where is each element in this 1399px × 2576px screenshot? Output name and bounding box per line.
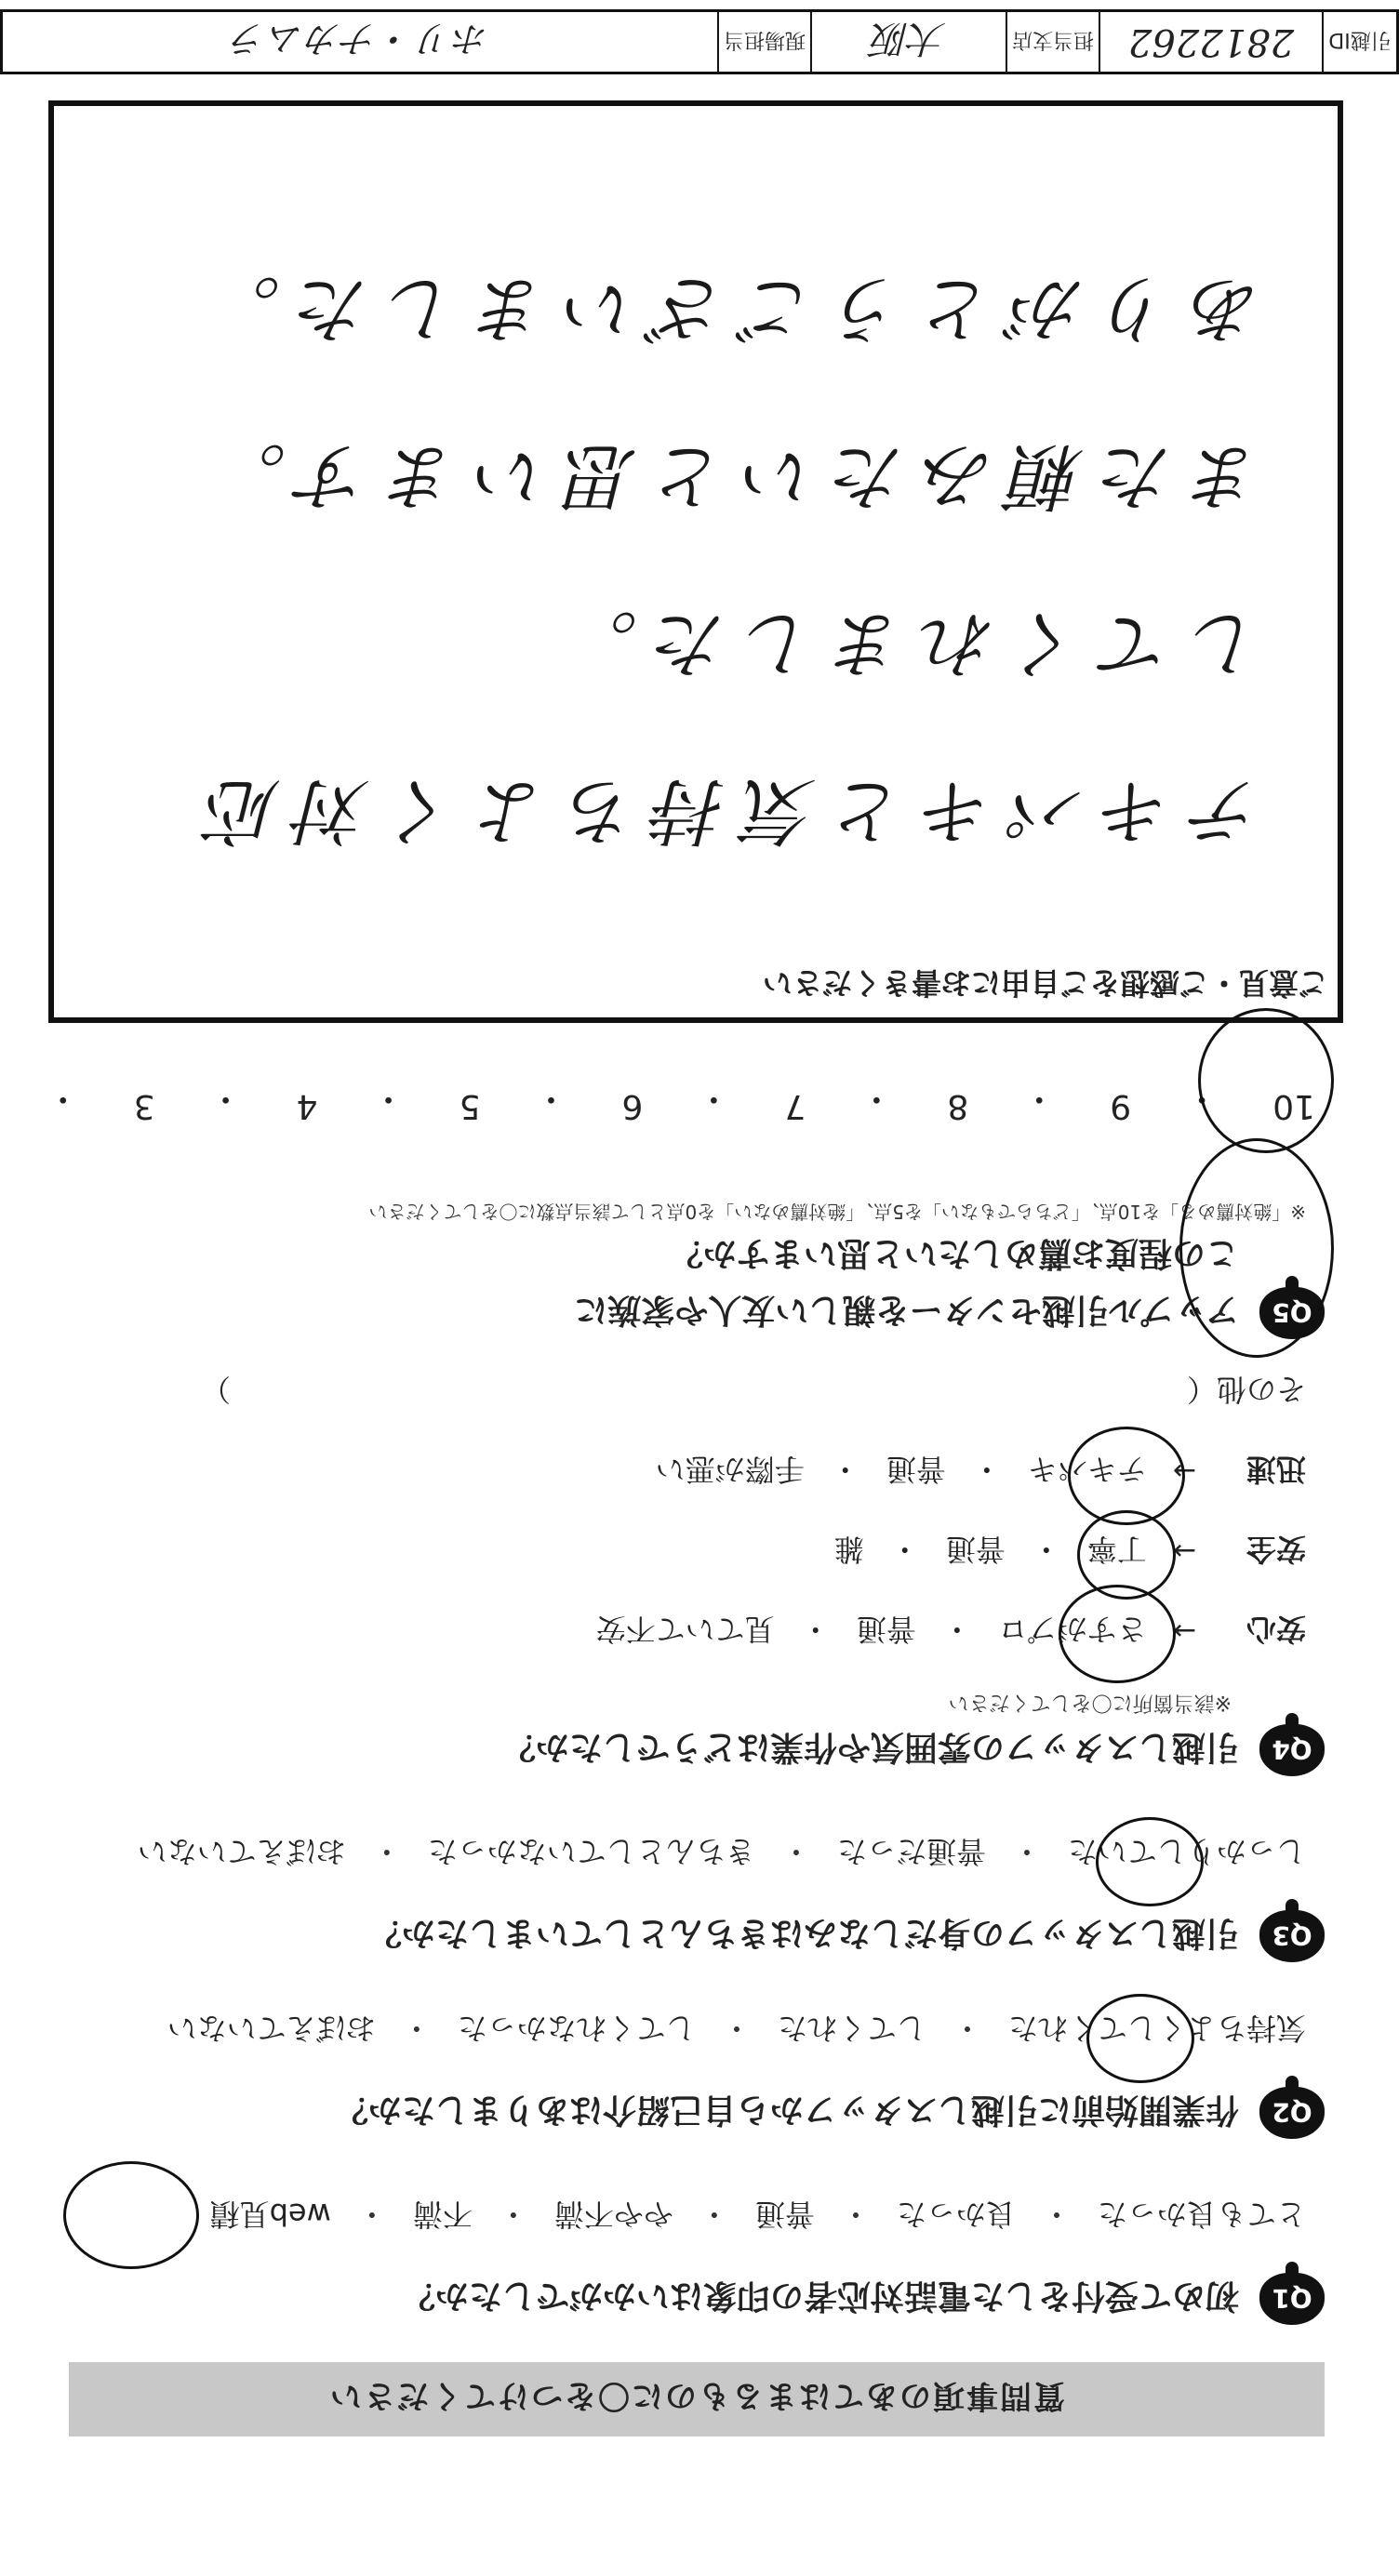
q3-badge-icon: Q3 xyxy=(1259,1910,1325,1962)
q4-badge-icon: Q4 xyxy=(1259,1724,1325,1776)
q1-options: とても良かった ・ 良かった ・ 普通 ・ やや不満 ・ 不満 ・ web見積 xyxy=(60,2195,1306,2237)
q5-note: ※「絶対薦める」を10点、「どちらでもない」を5点、「絶対薦めない」を0点として該当点数に〇をしてください xyxy=(368,1201,1306,1223)
q2-badge-icon: Q2 xyxy=(1259,2087,1325,2139)
pen-circle-mark xyxy=(1198,1008,1334,1153)
q4-other-label[interactable]: その他（ xyxy=(1186,1372,1306,1407)
comment-box[interactable] xyxy=(48,100,1343,1023)
q4-option-selected[interactable]: テキパキ xyxy=(1027,1452,1147,1487)
q2-title: 作業開始前に引越しスタッフから自己紹介はありましたか？ xyxy=(334,2091,1239,2130)
id-label: 引越ID xyxy=(1322,12,1396,72)
pen-circle-mark xyxy=(63,2161,199,2269)
q3-option[interactable]: 普通だった xyxy=(836,1834,986,1869)
staff-label: 現場担当 xyxy=(717,12,810,72)
arrow-right-icon: → xyxy=(1172,1614,1196,1648)
q2-option-selected[interactable]: 気持ちよくしてくれた xyxy=(1007,2011,1306,2046)
q1-title: 初めて受付をした電話対応者の印象はいかがでしたか？ xyxy=(401,2277,1239,2316)
q4-row-anshin: 安心 → さすがプロ ・ 普通 ・ 見ていて不安 xyxy=(60,1610,1306,1653)
q4-option[interactable]: 手際が悪い xyxy=(655,1452,805,1487)
q1-option[interactable]: とても良かった xyxy=(1097,2197,1306,2232)
pen-circle-mark xyxy=(1068,1427,1185,1525)
q5-title-line2: この程度お薦めしたいと思いますか？ xyxy=(669,1234,1239,1272)
comment-line: ありがとうございました。 xyxy=(191,266,1263,350)
q3-option-selected[interactable]: しっかりしていた xyxy=(1067,1834,1306,1869)
q4-option[interactable]: 見ていて不安 xyxy=(595,1612,775,1647)
pen-circle-mark xyxy=(1096,1817,1204,1906)
q1-option[interactable]: 良かった xyxy=(896,2197,1016,2232)
instructions-header: 質問事項のあてはまるものに〇をつけてください xyxy=(69,2362,1325,2437)
q4-row-anzen: 安全 → 丁寧 ・ 普通 ・ 雑 xyxy=(60,1530,1306,1573)
pen-circle-mark xyxy=(1059,1585,1176,1683)
q2-option[interactable]: してくれなかった xyxy=(457,2011,696,2046)
q4-option-selected[interactable]: さすがプロ xyxy=(997,1612,1147,1647)
q4-other-close: ） xyxy=(200,1372,231,1407)
branch-label: 担当支店 xyxy=(1006,12,1099,72)
pen-circle-mark xyxy=(1179,1138,1334,1358)
id-table xyxy=(0,9,1399,74)
q4-option[interactable]: 雑 xyxy=(833,1532,864,1567)
q4-option[interactable]: 普通 xyxy=(886,1452,946,1487)
comment-line: テキパキと気持ちよく対応 xyxy=(191,768,1263,852)
comment-title: ご意見・ご感想をご自由にお書きください xyxy=(762,965,1328,1001)
q4-title: 引越しスタッフの雰囲気や作業はどうでしたか？ xyxy=(501,1728,1239,1767)
q1-option[interactable]: やや不満 xyxy=(553,2197,673,2232)
q3-option[interactable]: おぼえていない xyxy=(137,1834,346,1869)
q5-scale: 10 ・ 9 ・ 8 ・ 7 ・ 6 ・ 5 ・ 4 ・ 3 ・ xyxy=(46,1080,1315,1125)
q3-options: しっかりしていた ・ 普通だった ・ きちんとしていなかった ・ おぼえていない xyxy=(60,1832,1306,1875)
q5-scale-option[interactable]: 9 xyxy=(1110,1087,1132,1125)
q3-title: 引越しスタッフの身だしなみはきちんとしていましたか？ xyxy=(367,1914,1239,1953)
q2-option[interactable]: おぼえていない xyxy=(167,2011,376,2046)
q1-option[interactable]: 普通 xyxy=(754,2197,815,2232)
id-value: 2812262 xyxy=(1099,12,1322,72)
q5-scale-option[interactable]: 8 xyxy=(947,1087,969,1125)
comment-line: してくれました。 xyxy=(548,601,1263,684)
q5-scale-option[interactable]: 5 xyxy=(459,1087,481,1125)
q2-option[interactable]: してくれた xyxy=(777,2011,926,2046)
q4-note: ※該当箇所に〇をしてください xyxy=(948,1691,1232,1714)
comment-line: また頼みたいと思います。 xyxy=(197,433,1263,517)
pen-circle-mark xyxy=(1086,1994,1194,2083)
staff-value: ホリ・ナカムラ xyxy=(230,17,490,60)
q5-scale-option[interactable]: 7 xyxy=(784,1087,806,1125)
q1-badge-icon: Q1 xyxy=(1259,2273,1325,2325)
q4-option[interactable]: 普通 xyxy=(945,1532,1006,1567)
q4-other xyxy=(60,1370,1306,1413)
arrow-right-icon: → xyxy=(1172,1534,1196,1568)
q1-option-selected[interactable]: web見積 xyxy=(209,2197,331,2232)
q5-scale-option[interactable]: 6 xyxy=(621,1087,644,1125)
branch-value: 大阪 xyxy=(810,12,1006,72)
q4-row-jinsoku: 迅速 → テキパキ ・ 普通 ・ 手際が悪い xyxy=(60,1450,1306,1493)
q3-option[interactable]: きちんとしていなかった xyxy=(427,1834,755,1869)
q4-option[interactable]: 普通 xyxy=(856,1612,916,1647)
q2-options: 気持ちよくしてくれた ・ してくれた ・ してくれなかった ・ おぼえていない xyxy=(60,2009,1306,2052)
q5-scale-option[interactable]: 3 xyxy=(133,1087,155,1125)
q5-scale-option-selected[interactable]: 10 xyxy=(1272,1087,1315,1125)
q1-option[interactable]: 不満 xyxy=(412,2197,473,2232)
question-1 xyxy=(60,2195,1325,2325)
q4-option-selected[interactable]: 丁寧 xyxy=(1086,1532,1147,1567)
arrow-right-icon: → xyxy=(1172,1454,1196,1488)
question-5 xyxy=(60,1200,1325,1339)
q5-scale-option[interactable]: 4 xyxy=(296,1087,318,1125)
q5-title: アップル引越センターを親しい友人や家族に xyxy=(574,1291,1239,1330)
q5-badge-icon: Q5 xyxy=(1259,1287,1325,1339)
